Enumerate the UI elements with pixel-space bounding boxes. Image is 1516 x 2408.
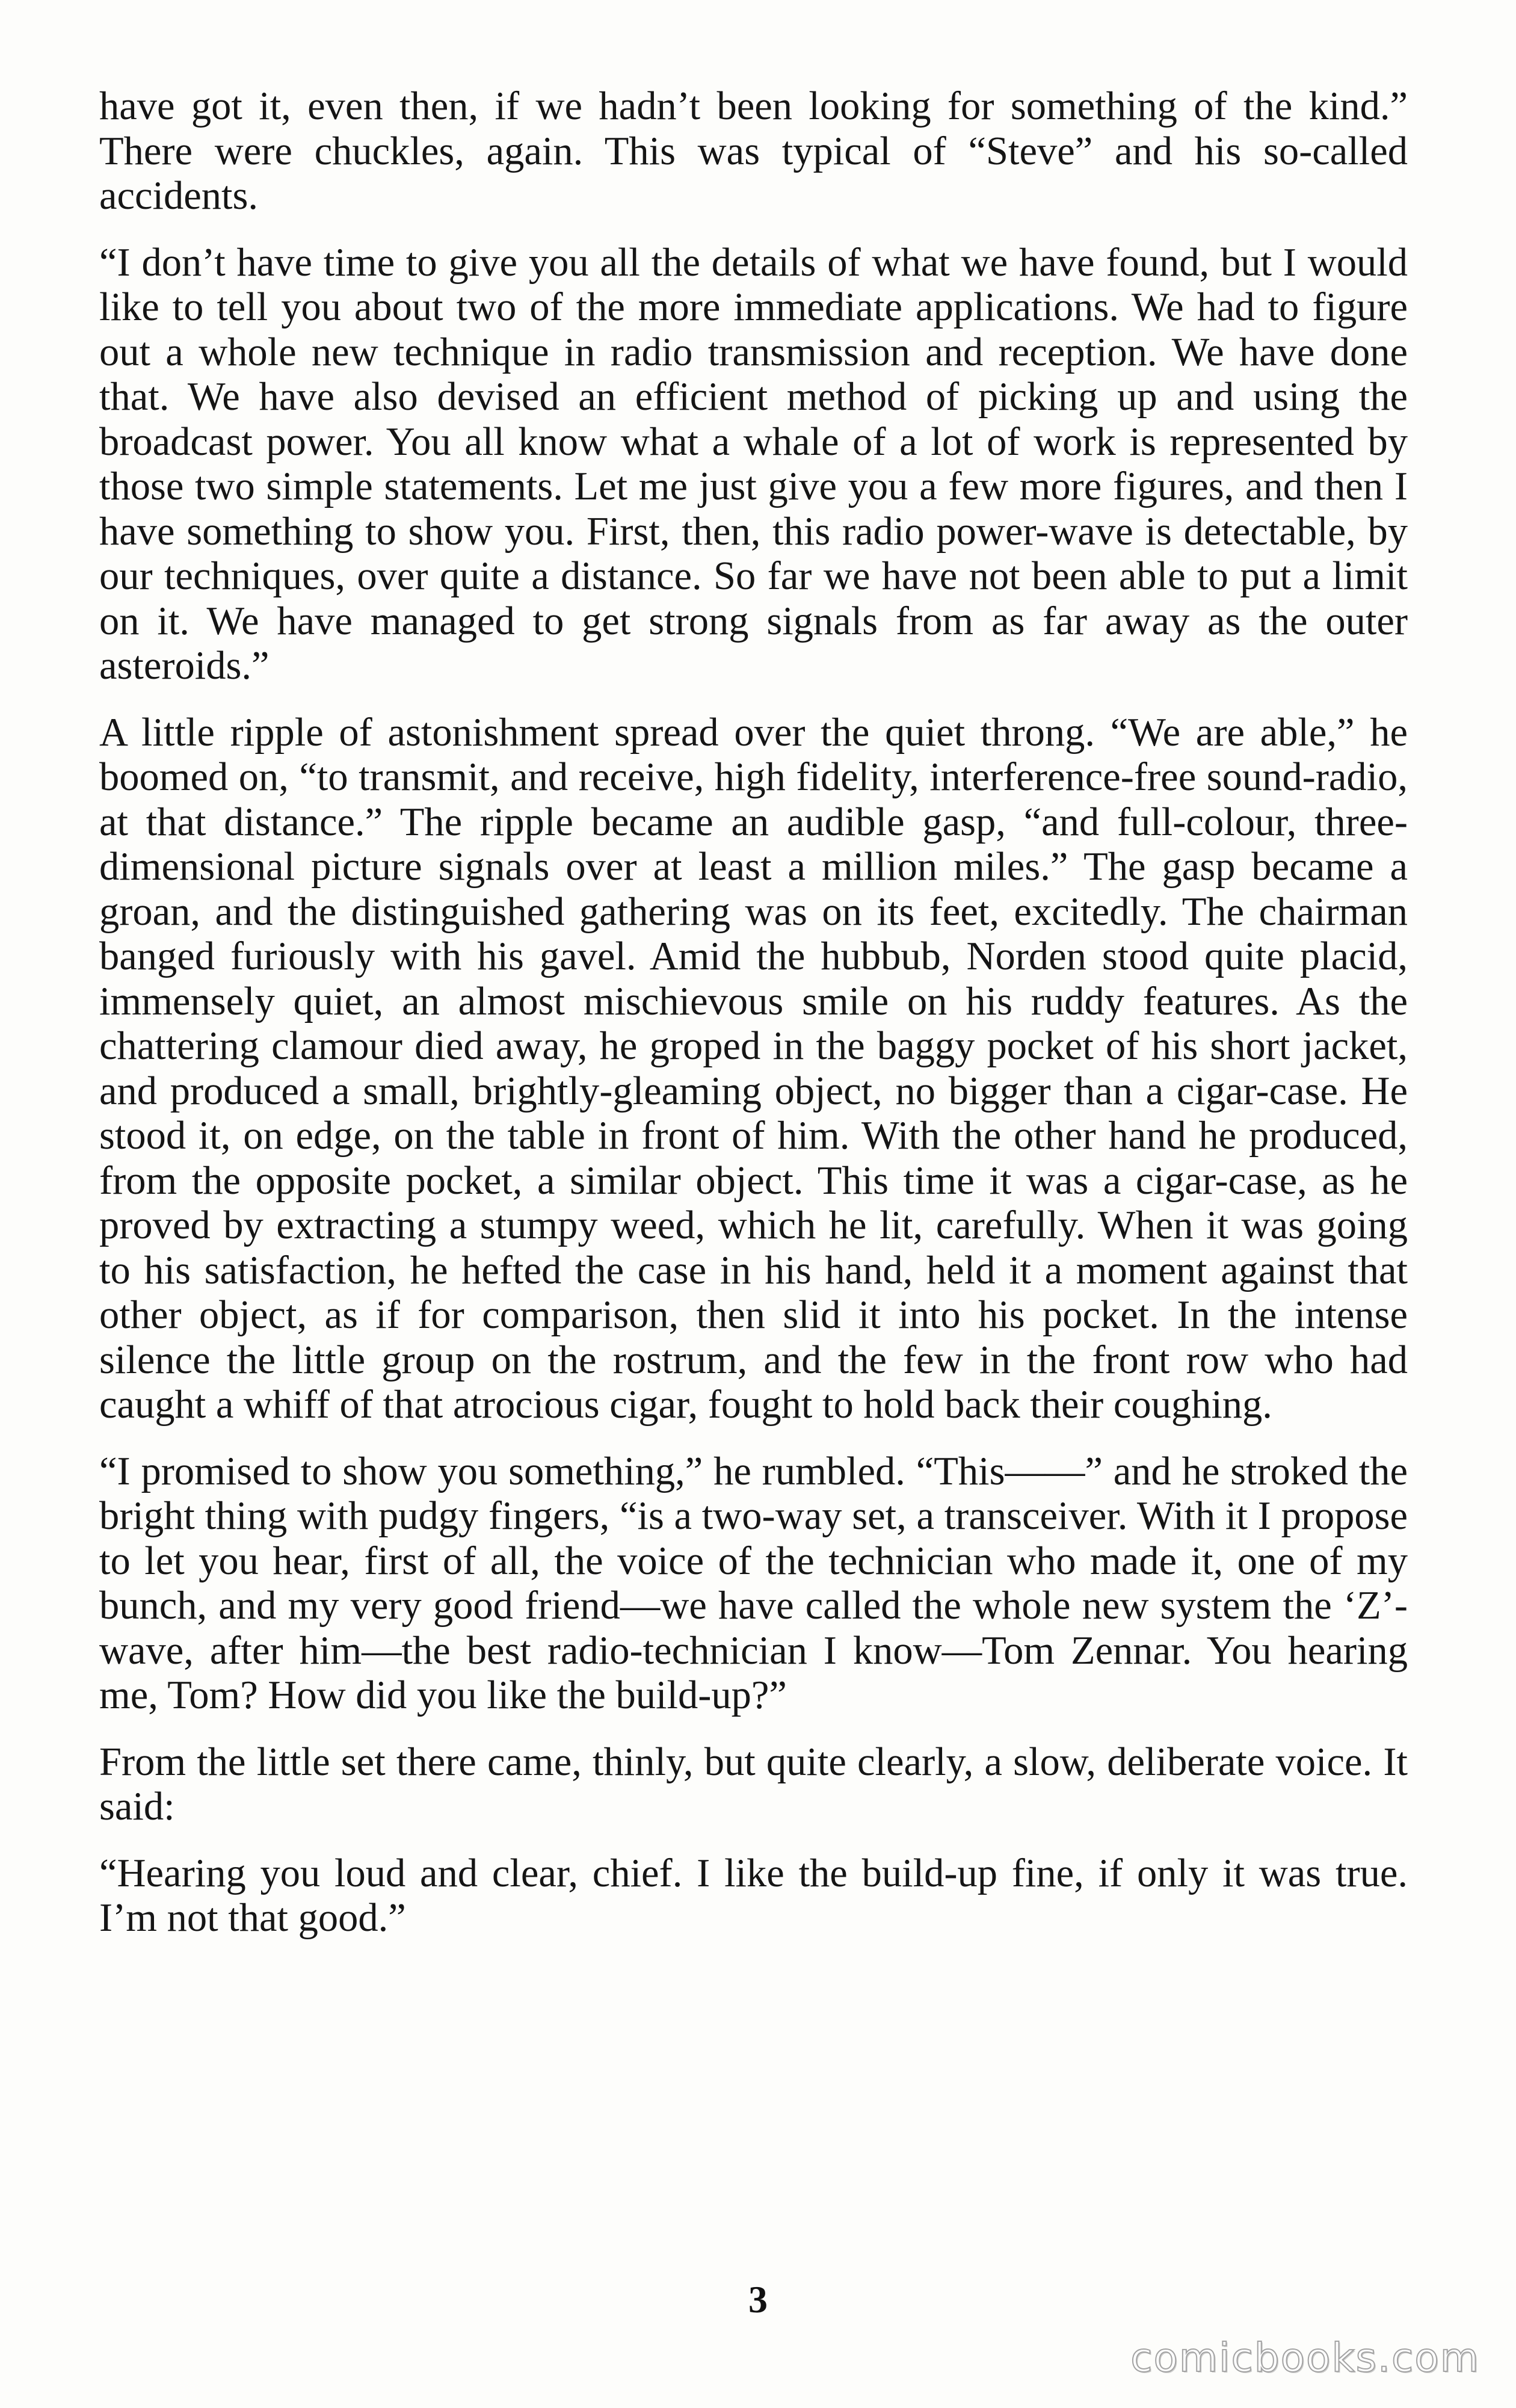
page-body xyxy=(99,84,1408,1963)
paragraph-2: “I don’t have time to give you all the details of what we have found, but I would like to tell you about two of the more immediate applications. We had to figure out a whole new technique in radio transmission and reception. We have done that. We have also devised an efficient method of picking up and using the broadcast power. You all know what a whale of a lot of work is represented by those two simple statements. Let me just give you a few more figures, and then I have something to show you. First, then, this radio power-wave is detectable, by our techniques, over quite a distance. So far we have not been able to put a limit on it. We have managed to get strong signals from as far away as the outer asteroids.” xyxy=(99,240,1408,688)
paragraph-6: “Hearing you loud and clear, chief. I like the build-up fine, if only it was true. I’m not that good.” xyxy=(99,1851,1408,1940)
paragraph-5: From the little set there came, thinly, but quite clearly, a slow, deliberate voice. It said: xyxy=(99,1740,1408,1829)
paragraph-3: A little ripple of astonishment spread over the quiet throng. “We are able,” he boomed on, “to transmit, and receive, high fidelity, interference-free sound-radio, at that distance.” The ripple became an audible gasp, “and full-colour, three-dimensional picture signals over at least a million miles.” The gasp became a groan, and the distinguished gathering was on its feet, excitedly. The chairman banged furiously with his gavel. Amid the hubbub, Norden stood quite placid, immensely quiet, an almost mischievous smile on his ruddy features. As the chattering clamour died away, he groped in the baggy pocket of his short jacket, and produced a small, brightly-gleaming object, no bigger than a cigar-case. He stood it, on edge, on the table in front of him. With the other hand he produced, from the opposite pocket, a similar object. This time it was a cigar-case, as he proved by extracting a stumpy weed, which he lit, carefully. When it was going to his satisfaction, he hefted the case in his hand, held it a moment against that other object, as if for comparison, then slid it into his pocket. In the intense silence the little group on the rostrum, and the few in the front row who had caught a whiff of that atrocious cigar, fought to hold back their coughing. xyxy=(99,710,1408,1427)
watermark-logo: comicbooks.com xyxy=(1130,2335,1480,2381)
page-number: 3 xyxy=(748,2278,768,2321)
paragraph-4: “I promised to show you something,” he rumbled. “This——” and he stroked the bright thing with pudgy fingers, “is a two-way set, a transceiver. With it I propose to let you hear, first of all, the voice of the technician who made it, one of my bunch, and my very good friend—we have called the whole new system the ‘Z’-wave, after him—the best radio-technician I know—Tom Zennar. You hearing me, Tom? How did you like the build-up?” xyxy=(99,1449,1408,1717)
paragraph-1: have got it, even then, if we hadn’t been looking for something of the kind.” There were chuckles, again. This was typical of “Steve” and his so-called accidents. xyxy=(99,84,1408,218)
